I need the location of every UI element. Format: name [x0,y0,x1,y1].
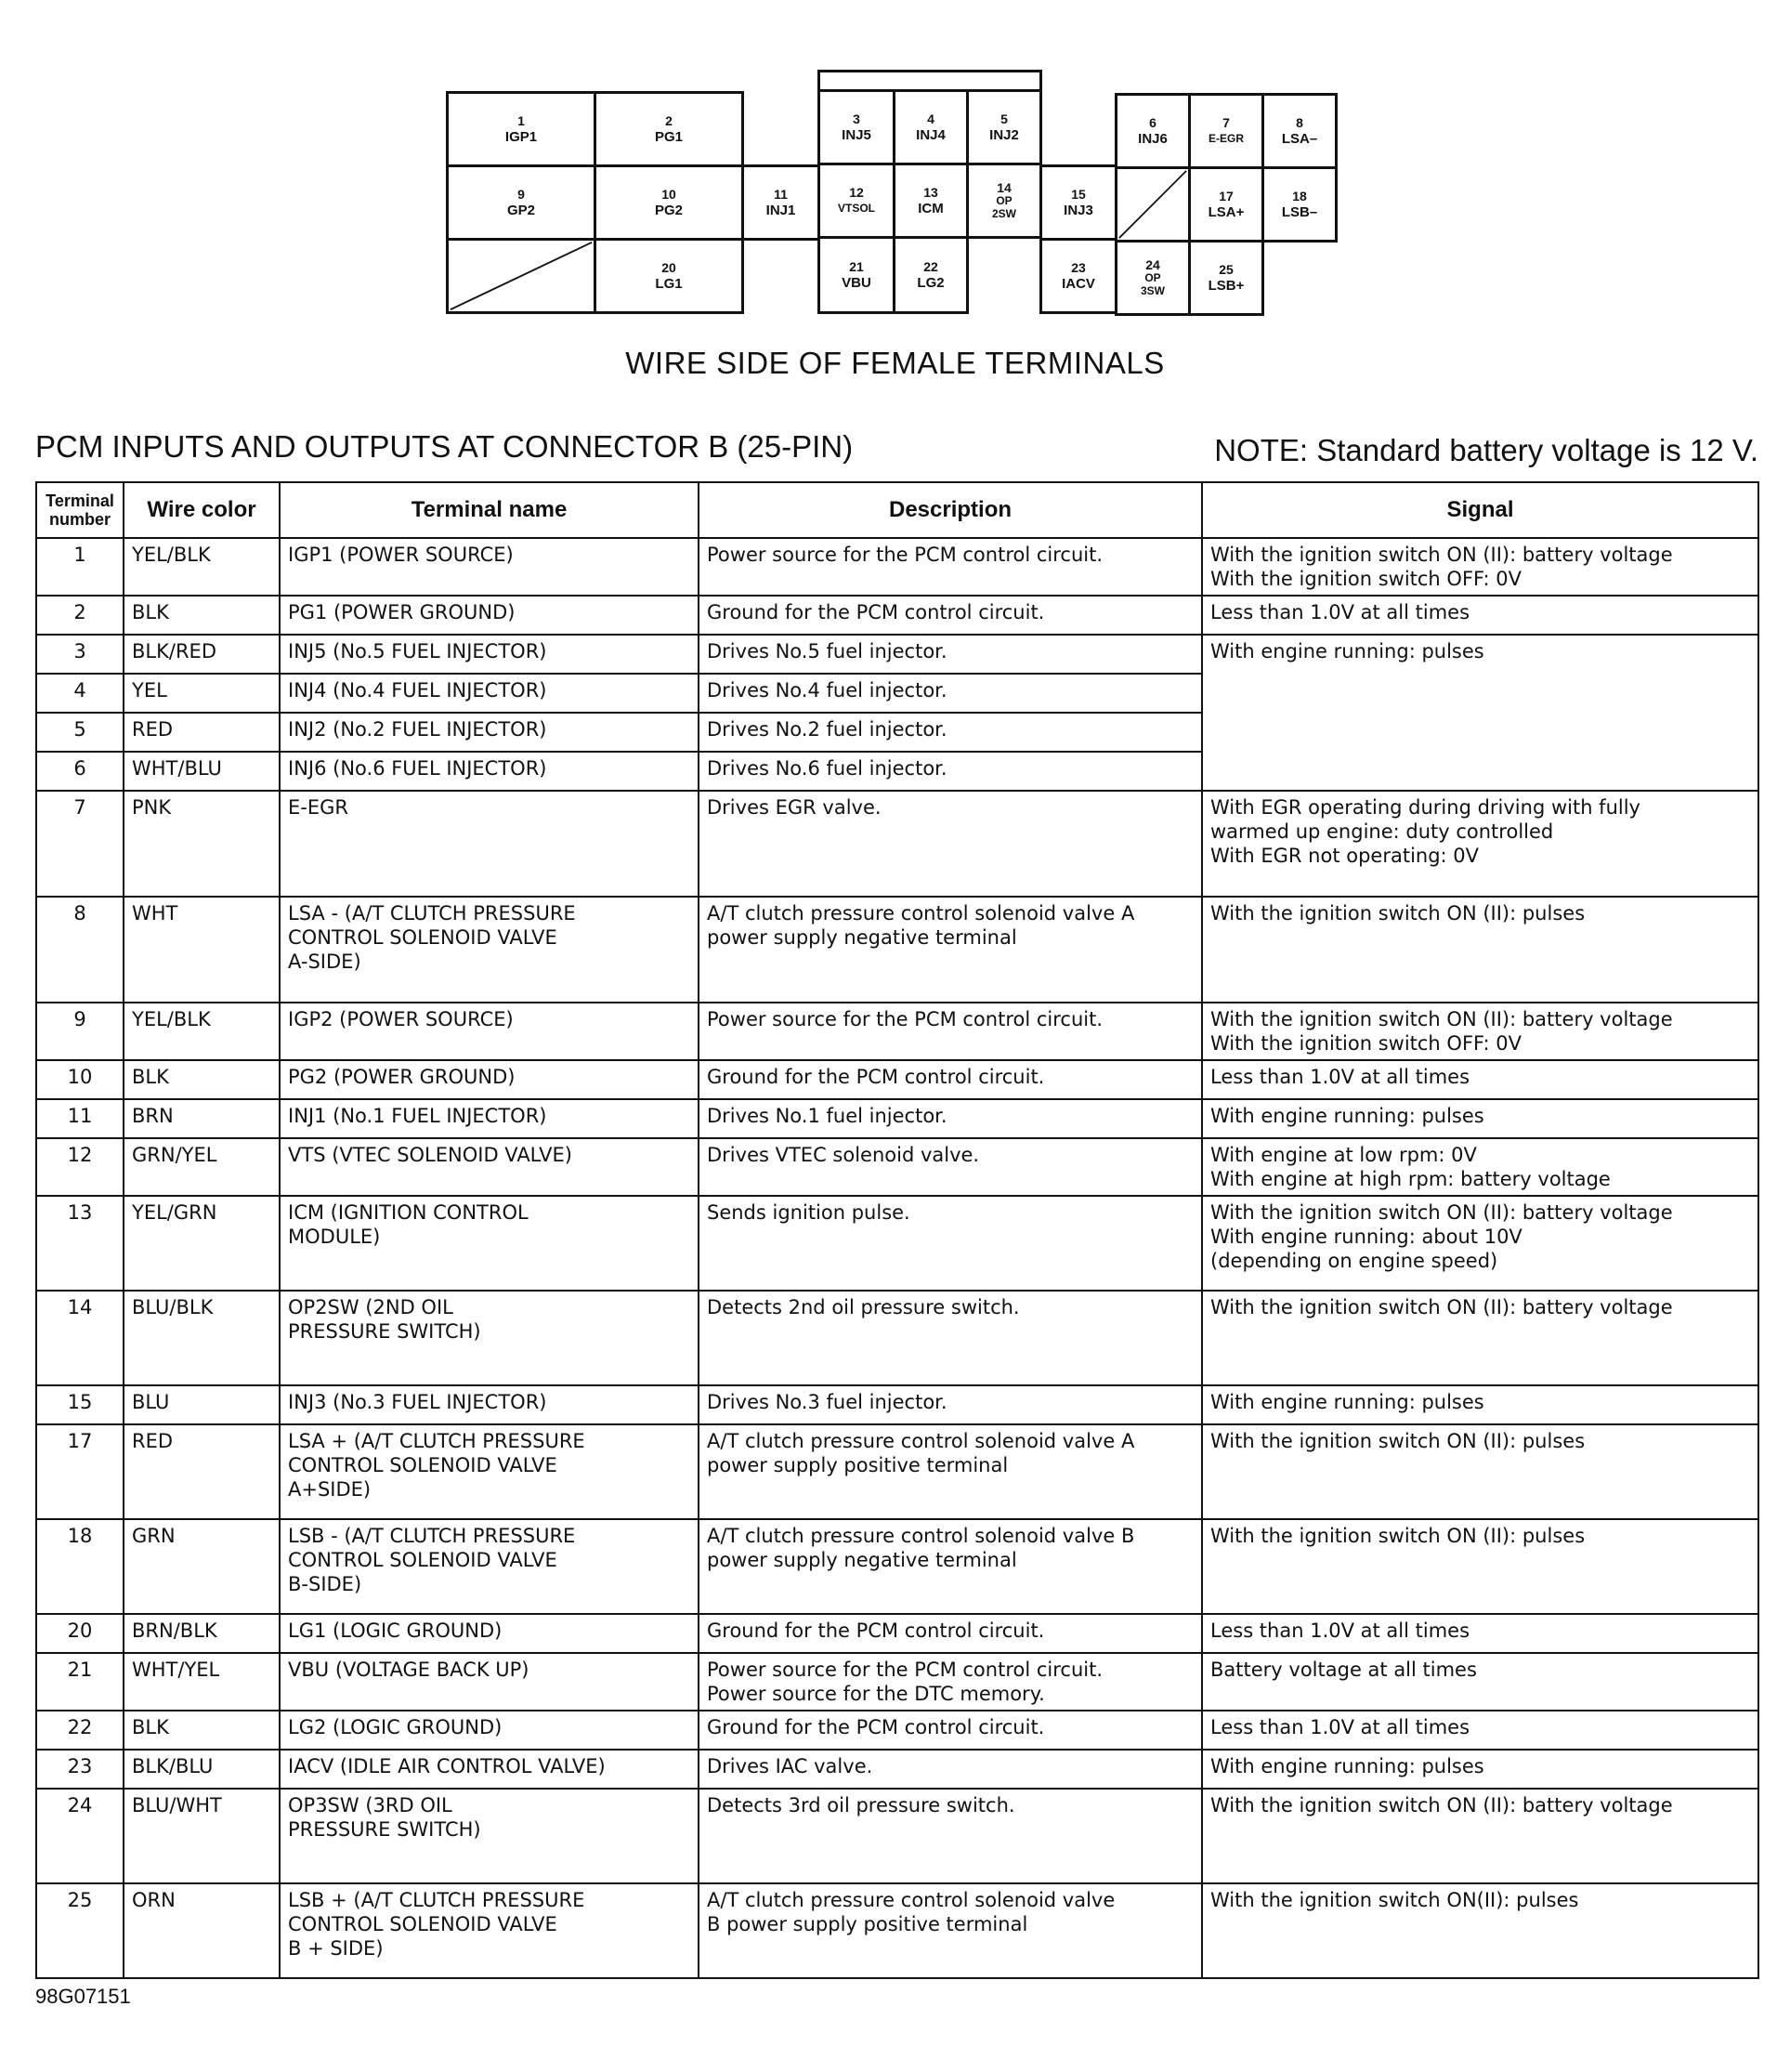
table-row [36,1789,1758,1883]
cell-wire-color: WHT/BLU [124,752,280,791]
cell-description: Drives No.2 fuel injector. [699,713,1202,752]
cell-terminal-number: 21 [36,1653,124,1711]
cell-terminal-number: 15 [36,1385,124,1424]
pin-11 [741,164,820,241]
pin-number: 9 [517,187,525,202]
pin-number: 5 [1000,111,1008,126]
pin-number: 24 [1145,257,1160,272]
pin-10 [594,164,744,241]
pin-label: LG1 [655,276,683,292]
table-row [36,1424,1758,1519]
cell-terminal-number: 4 [36,674,124,713]
document-id: 98G07151 [35,1985,131,2008]
cell-description: Drives EGR valve. [699,791,1202,897]
table-row [36,1653,1758,1711]
cell-description: Drives No.5 fuel injector. [699,635,1202,674]
cell-terminal-name: IACV (IDLE AIR CONTROL VALVE) [280,1750,699,1789]
cell-terminal-number: 7 [36,791,124,897]
cell-wire-color: RED [124,713,280,752]
pin-label: IGP1 [504,129,538,145]
cell-wire-color: BLK/BLU [124,1750,280,1789]
table-row [36,1003,1758,1060]
cell-terminal-number: 23 [36,1750,124,1789]
cell-signal: Less than 1.0V at all times [1202,1060,1758,1099]
cell-terminal-name: PG1 (POWER GROUND) [280,596,699,635]
pin-label: LSB– [1281,204,1318,220]
cell-wire-color: BLK [124,596,280,635]
pin-number: 23 [1071,260,1086,275]
cell-wire-color: YEL/BLK [124,1003,280,1060]
header-terminal-number: Terminal number [36,482,124,538]
header-signal: Signal [1202,482,1758,538]
table-row [36,538,1758,596]
cell-terminal-name: IGP2 (POWER SOURCE) [280,1003,699,1060]
pin-13 [893,163,969,239]
cell-signal: With engine running: pulses [1202,1099,1758,1138]
pin-number: 14 [997,180,1012,195]
cell-terminal-number: 9 [36,1003,124,1060]
cell-terminal-name: LSB - (A/T CLUTCH PRESSURE CONTROL SOLENOID VALVE B-SIDE) [280,1519,699,1614]
pin-label: PG1 [654,129,683,145]
pin-label: LG2 [917,275,945,291]
pin-1 [446,91,596,167]
cell-description: Drives VTEC solenoid valve. [699,1138,1202,1196]
pin-23 [1039,238,1117,314]
cell-terminal-name: INJ3 (No.3 FUEL INJECTOR) [280,1385,699,1424]
cell-terminal-number: 12 [36,1138,124,1196]
cell-description: Drives No.6 fuel injector. [699,752,1202,791]
blank-cavity [446,238,596,314]
pin-4 [893,89,969,165]
pin-number: 22 [923,259,938,274]
table-row [36,1711,1758,1750]
cell-signal: With the ignition switch ON (II): battery voltage With the ignition switch OFF: 0V [1202,538,1758,596]
pin-17 [1188,166,1264,243]
cell-terminal-name: IGP1 (POWER SOURCE) [280,538,699,596]
cell-terminal-number: 10 [36,1060,124,1099]
table-row [36,635,1758,674]
pin-label: OP 2SW [991,194,1016,220]
table-header-row [36,482,1758,538]
blank-cavity [1115,166,1191,243]
table-row [36,1883,1758,1978]
cell-wire-color: RED [124,1424,280,1519]
diagram-caption: WIRE SIDE OF FEMALE TERMINALS [625,346,1165,380]
cell-terminal-number: 18 [36,1519,124,1614]
pin-label: INJ4 [916,127,946,143]
cell-signal: Less than 1.0V at all times [1202,1614,1758,1653]
pin-number: 17 [1219,189,1234,203]
pin-label: PG2 [654,203,683,218]
cell-signal: Less than 1.0V at all times [1202,596,1758,635]
cell-terminal-number: 20 [36,1614,124,1653]
pin-number: 21 [849,259,864,274]
pin-number: 4 [927,111,934,126]
table-row [36,1385,1758,1424]
pin-label: INJ5 [842,127,871,143]
cell-signal: With engine at low rpm: 0V With engine at high rpm: battery voltage [1202,1138,1758,1196]
pin-number: 18 [1292,189,1307,203]
cell-signal: With the ignition switch ON (II): pulses [1202,1519,1758,1614]
cell-wire-color: BLU [124,1385,280,1424]
table-row [36,1291,1758,1385]
cell-wire-color: BLK/RED [124,635,280,674]
pin-number: 2 [665,113,673,128]
table-body [36,538,1758,1978]
cell-terminal-name: E-EGR [280,791,699,897]
cell-wire-color: BLK [124,1711,280,1750]
pin-5 [966,89,1042,165]
cell-terminal-number: 24 [36,1789,124,1883]
pin-label: INJ6 [1138,131,1168,147]
table-row [36,1614,1758,1653]
pin-24 [1115,240,1191,316]
cell-terminal-name: OP2SW (2ND OIL PRESSURE SWITCH) [280,1291,699,1385]
pin-label: LSB+ [1208,278,1245,294]
cell-description: A/T clutch pressure control solenoid valve A power supply positive terminal [699,1424,1202,1519]
pin-label: INJ1 [765,203,796,218]
pin-number: 10 [661,187,676,202]
cell-signal: With the ignition switch ON (II): battery voltage [1202,1789,1758,1883]
cell-terminal-name: LG1 (LOGIC GROUND) [280,1614,699,1653]
pin-number: 1 [517,113,525,128]
cell-description: Ground for the PCM control circuit. [699,1060,1202,1099]
cell-description: Power source for the PCM control circuit. Power source for the DTC memory. [699,1653,1202,1711]
cell-terminal-name: ICM (IGNITION CONTROL MODULE) [280,1196,699,1291]
header-description: Description [699,482,1202,538]
cell-wire-color: BLU/BLK [124,1291,280,1385]
cell-description: Drives No.3 fuel injector. [699,1385,1202,1424]
pin-number: 13 [923,185,938,200]
cell-terminal-name: LSA + (A/T CLUTCH PRESSURE CONTROL SOLENOID VALVE A+SIDE) [280,1424,699,1519]
table-row [36,1196,1758,1291]
cell-signal: With the ignition switch ON (II): pulses [1202,1424,1758,1519]
pin-number: 12 [849,185,864,200]
pin-label: VBU [842,275,871,291]
cell-wire-color: GRN/YEL [124,1138,280,1196]
cell-signal: With engine running: pulses [1202,1385,1758,1424]
pin-number: 8 [1296,115,1303,130]
cell-wire-color: YEL/BLK [124,538,280,596]
cell-terminal-name: PG2 (POWER GROUND) [280,1060,699,1099]
cell-wire-color: BRN [124,1099,280,1138]
cell-terminal-name: VTS (VTEC SOLENOID VALVE) [280,1138,699,1196]
pin-label: ICM [918,201,944,216]
pin-number: 15 [1071,187,1086,202]
cell-terminal-name: LSB + (A/T CLUTCH PRESSURE CONTROL SOLENOID VALVE B + SIDE) [280,1883,699,1978]
cell-signal: With engine running: pulses [1202,635,1758,791]
pin-8 [1261,93,1338,169]
cell-description: Power source for the PCM control circuit. [699,1003,1202,1060]
cell-terminal-number: 25 [36,1883,124,1978]
pin-label: INJ3 [1064,203,1093,218]
cell-terminal-name: INJ5 (No.5 FUEL INJECTOR) [280,635,699,674]
cell-description: Ground for the PCM control circuit. [699,596,1202,635]
header-wire-color: Wire color [124,482,280,538]
cell-signal: With the ignition switch ON (II): battery voltage With engine running: about 10V (depending on engine speed) [1202,1196,1758,1291]
cell-signal: With the ignition switch ON (II): pulses [1202,897,1758,1003]
cell-description: Ground for the PCM control circuit. [699,1614,1202,1653]
pin-label: INJ2 [989,127,1019,143]
cell-wire-color: GRN [124,1519,280,1614]
pin-label: OP 3SW [1140,271,1165,297]
cell-description: Power source for the PCM control circuit. [699,538,1202,596]
cell-terminal-name: LSA - (A/T CLUTCH PRESSURE CONTROL SOLENOID VALVE A-SIDE) [280,897,699,1003]
table-row [36,1750,1758,1789]
cell-wire-color: BLK [124,1060,280,1099]
header-terminal-name: Terminal name [280,482,699,538]
cell-terminal-number: 8 [36,897,124,1003]
cell-terminal-number: 13 [36,1196,124,1291]
cell-wire-color: BLU/WHT [124,1789,280,1883]
cell-description: Ground for the PCM control circuit. [699,1711,1202,1750]
cell-description: A/T clutch pressure control solenoid valve B power supply positive terminal [699,1883,1202,1978]
cell-signal: With EGR operating during driving with fully warmed up engine: duty controlled With EGR not operating: 0V [1202,791,1758,897]
cell-description: Detects 3rd oil pressure switch. [699,1789,1202,1883]
pin-25 [1188,240,1264,316]
pin-20 [594,238,744,314]
cell-wire-color: WHT/YEL [124,1653,280,1711]
cell-terminal-number: 2 [36,596,124,635]
pin-label: E-EGR [1208,132,1244,145]
cell-terminal-number: 22 [36,1711,124,1750]
table-row [36,1060,1758,1099]
pin-21 [817,236,895,314]
cell-description: A/T clutch pressure control solenoid valve B power supply negative terminal [699,1519,1202,1614]
cell-terminal-name: LG2 (LOGIC GROUND) [280,1711,699,1750]
table-row [36,1519,1758,1614]
pin-22 [893,236,969,314]
pcm-io-table [35,481,1759,1979]
cell-terminal-number: 11 [36,1099,124,1138]
cell-terminal-number: 14 [36,1291,124,1385]
table-row [36,791,1758,897]
cell-terminal-number: 1 [36,538,124,596]
cell-terminal-name: INJ4 (No.4 FUEL INJECTOR) [280,674,699,713]
pin-15 [1039,164,1117,241]
cell-terminal-number: 6 [36,752,124,791]
table-row [36,1138,1758,1196]
pin-3 [817,89,895,165]
cell-description: A/T clutch pressure control solenoid valve A power supply negative terminal [699,897,1202,1003]
pin-number: 6 [1149,115,1156,130]
cell-terminal-name: OP3SW (3RD OIL PRESSURE SWITCH) [280,1789,699,1883]
cell-terminal-name: VBU (VOLTAGE BACK UP) [280,1653,699,1711]
cell-signal: With the ignition switch ON(II): pulses [1202,1883,1758,1978]
pin-number: 20 [661,260,676,275]
cell-wire-color: YEL/GRN [124,1196,280,1291]
table-row [36,1099,1758,1138]
pin-label: LSA+ [1208,204,1245,220]
pin-14 [966,163,1042,239]
cell-signal: With the ignition switch ON (II): battery voltage With the ignition switch OFF: 0V [1202,1003,1758,1060]
pin-12 [817,163,895,239]
cell-signal: Less than 1.0V at all times [1202,1711,1758,1750]
cell-signal: Battery voltage at all times [1202,1653,1758,1711]
battery-voltage-note: NOTE: Standard battery voltage is 12 V. [1214,433,1758,467]
cell-description: Drives No.1 fuel injector. [699,1099,1202,1138]
cell-terminal-number: 3 [36,635,124,674]
table-row [36,897,1758,1003]
cell-terminal-name: INJ1 (No.1 FUEL INJECTOR) [280,1099,699,1138]
cell-terminal-name: INJ2 (No.2 FUEL INJECTOR) [280,713,699,752]
table-row [36,596,1758,635]
cell-wire-color: WHT [124,897,280,1003]
cell-terminal-number: 17 [36,1424,124,1519]
pin-label: VTSOL [837,202,875,215]
pin-6 [1115,93,1191,169]
pin-9 [446,164,596,241]
cell-wire-color: YEL [124,674,280,713]
table-title: PCM INPUTS AND OUTPUTS AT CONNECTOR B (25-PIN) [35,429,854,464]
pin-number: 3 [853,111,860,126]
cell-signal: With engine running: pulses [1202,1750,1758,1789]
cell-wire-color: BRN/BLK [124,1614,280,1653]
cell-wire-color: PNK [124,791,280,897]
cell-description: Drives IAC valve. [699,1750,1202,1789]
cell-signal: With the ignition switch ON (II): battery voltage [1202,1291,1758,1385]
cell-description: Detects 2nd oil pressure switch. [699,1291,1202,1385]
cell-terminal-name: INJ6 (No.6 FUEL INJECTOR) [280,752,699,791]
pin-2 [594,91,744,167]
pin-7 [1188,93,1264,169]
pin-label: LSA– [1281,131,1318,147]
pin-label: IACV [1062,276,1095,292]
cell-description: Drives No.4 fuel injector. [699,674,1202,713]
pin-18 [1261,166,1338,243]
pin-number: 25 [1219,262,1234,277]
pin-number: 7 [1222,115,1230,130]
cell-wire-color: ORN [124,1883,280,1978]
pin-label: GP2 [506,203,535,218]
pin-number: 11 [774,187,788,202]
cell-description: Sends ignition pulse. [699,1196,1202,1291]
cell-terminal-number: 5 [36,713,124,752]
